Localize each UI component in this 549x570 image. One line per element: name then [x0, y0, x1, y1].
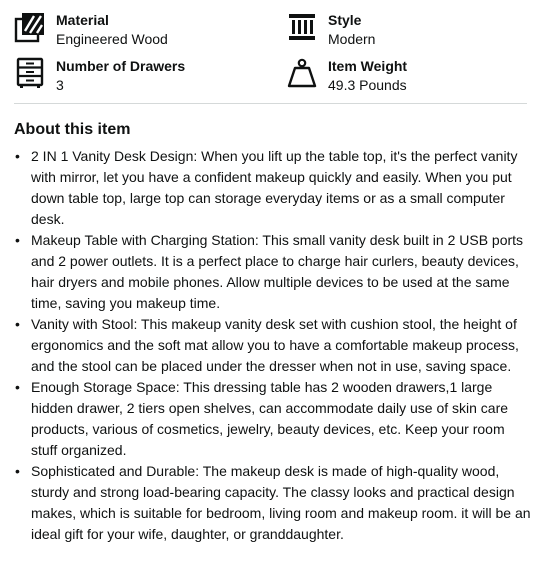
feature-bullet-text: 2 IN 1 Vanity Desk Design: When you lift up the table top, it's the perfect vanity with mirror, let you have a confident makeup quickly and easily. When you put down table top, large top can storage everyday items or as a small computer desk. [31, 148, 518, 227]
bullet-dot: • [15, 463, 20, 479]
attribute-value: Modern [328, 31, 376, 47]
attribute-style [286, 8, 536, 48]
attribute-value: Engineered Wood [56, 31, 168, 47]
attribute-value: 3 [56, 77, 64, 93]
product-attributes [14, 8, 534, 100]
bullet-dot: • [15, 316, 20, 332]
attribute-item-weight [286, 54, 536, 94]
section-divider [14, 103, 527, 104]
bullet-dot: • [15, 379, 20, 395]
feature-bullet-text: Makeup Table with Charging Station: This small vanity desk built in 2 USB ports and 2 power outlets. It is a perfect place to charge hair curlers, beauty devices, hair dryers and mobile phones. Allow multiple devices to be used at the same time, saving you makeup time. [31, 232, 524, 311]
attribute-value: 49.3 Pounds [328, 77, 407, 93]
bullet-dot: • [15, 232, 20, 248]
feature-bullet-text: Vanity with Stool: This makeup vanity desk set with cushion stool, the height of ergonomics and the soft mat allow you to have a comfortable makeup process, and the stool can be placed under the dresser when not in use, saving space. [31, 316, 519, 374]
attribute-material [14, 8, 264, 48]
material-icon [14, 11, 46, 43]
feature-bullet [14, 314, 534, 377]
feature-bullets [14, 146, 534, 545]
feature-bullet-text: Enough Storage Space: This dressing table has 2 wooden drawers,1 large hidden drawer, 2 tiers open shelves, can accommodate daily use of skin care products, various of cosmetics, jewelry, beauty devices, etc. Keep your room stuff organized. [31, 379, 509, 458]
about-heading: About this item [14, 121, 131, 138]
about-this-item [14, 120, 534, 545]
bullet-dot: • [15, 148, 20, 164]
attribute-label: Style [328, 12, 362, 28]
feature-bullet [14, 230, 534, 314]
feature-bullet [14, 377, 534, 461]
style-icon [286, 11, 318, 43]
drawers-icon [14, 57, 46, 89]
feature-bullet [14, 461, 534, 545]
feature-bullet [14, 146, 534, 230]
attribute-label: Number of Drawers [56, 58, 186, 74]
attribute-number-of-drawers [14, 54, 264, 94]
weight-icon [286, 57, 318, 89]
attribute-label: Item Weight [328, 58, 408, 74]
attribute-label: Material [56, 12, 109, 28]
feature-bullet-text: Sophisticated and Durable: The makeup desk is made of high-quality wood, sturdy and strong load-bearing capacity. The classy looks and practical design makes, which is suitable for bedroom, living room and makeup room. it will be an ideal gift for your wife, daughter, or granddaughter. [31, 463, 531, 542]
